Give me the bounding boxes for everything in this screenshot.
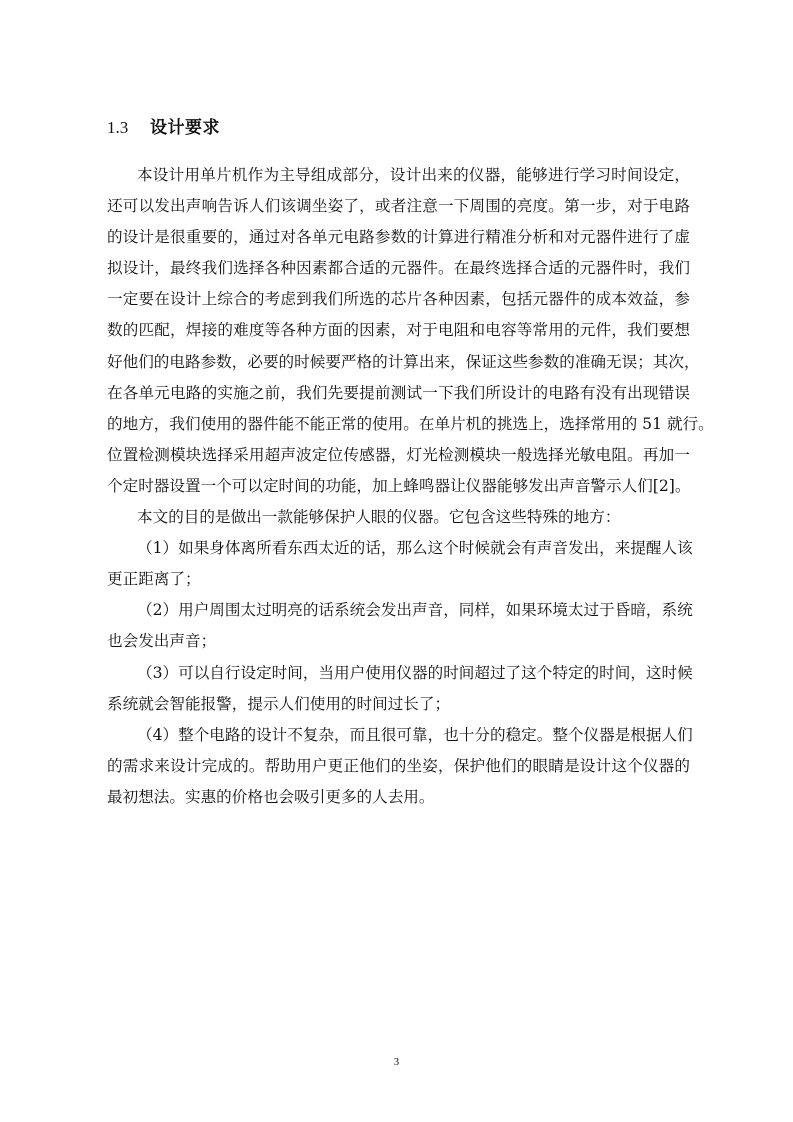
body-text [107, 160, 714, 813]
list-item-2 [107, 595, 693, 657]
paragraph-line: 本文的目的是做出一款能够保护人眼的仪器。它包含这些特殊的地方： [137, 508, 621, 527]
paragraph-line: 个定时器设置一个可以定时间的功能，加上蜂鸣器让仪器能够发出声音警示人们[2]。 [107, 476, 691, 495]
list-item-1 [107, 533, 693, 595]
paragraph-line: 的需求来设计完成的。帮助用户更正他们的坐姿，保护他们的眼睛是设计这个仪器的 [107, 756, 690, 775]
paragraph-line: 一定要在设计上综合的考虑到我们所选的芯片各种因素，包括元器件的成本效益，参 [107, 290, 690, 309]
paragraph-line: 系统就会智能报警，提示人们使用的时间过长了； [107, 694, 451, 713]
paragraph-line: （4）整个电路的设计不复杂，而且很可靠，也十分的稳定。整个仪器是根据人们 [137, 725, 693, 744]
paragraph-line: 的设计是很重要的，通过对各单元电路参数的计算进行精准分析和对元器件进行了虚 [107, 228, 690, 247]
paragraph-line: 拟设计，最终我们选择各种因素都合适的元器件。在最终选择合适的元器件时，我们 [107, 259, 690, 278]
paragraph-line: （3）可以自行设定时间，当用户使用仪器的时间超过了这个特定的时间，这时候 [137, 663, 693, 682]
list-item-4 [107, 720, 693, 813]
paragraph-line: 最初想法。实惠的价格也会吸引更多的人去用。 [107, 787, 435, 806]
paragraph-line: 也会发出声音； [107, 632, 217, 651]
section-number: 1.3 [107, 118, 129, 137]
list-item-3 [107, 658, 693, 720]
paragraph-line: 的地方，我们使用的器件能不能正常的使用。在单片机的挑选上，选择常用的 51 就行。 [107, 414, 714, 433]
paragraph-line: （1）如果身体离所看东西太近的话，那么这个时候就会有声音发出，来提醒人该 [137, 539, 693, 558]
section-heading [107, 114, 220, 142]
paragraph-line: 本设计用单片机作为主导组成部分，设计出来的仪器，能够进行学习时间设定， [137, 166, 690, 184]
paragraph-line: 更正距离了； [107, 570, 201, 589]
paragraph-line: 位置检测模块选择采用超声波定位传感器，灯光检测模块一般选择光敏电阻。再加一 [107, 445, 690, 464]
paragraph-intro [107, 160, 714, 502]
paragraph-line: （2）用户周围太过明亮的话系统会发出声音，同样，如果环境太过于昏暗，系统 [137, 601, 693, 620]
paragraph-line: 好他们的电路参数，必要的时候要严格的计算出来，保证这些参数的准确无误；其次， [107, 352, 700, 371]
section-title: 设计要求 [150, 118, 220, 138]
paragraph-line: 数的匹配，焊接的难度等各种方面的因素，对于电阻和电容等常用的元件，我们要想 [107, 321, 690, 340]
paragraph-purpose [107, 502, 690, 533]
page-number: 3 [393, 1057, 400, 1068]
paragraph-line: 在各单元电路的实施之前，我们先要提前测试一下我们所设计的电路有没有出现错误 [107, 383, 690, 402]
paragraph-line: 还可以发出声响告诉人们该调坐姿了，或者注意一下周围的亮度。第一步，对于电路 [107, 197, 690, 216]
